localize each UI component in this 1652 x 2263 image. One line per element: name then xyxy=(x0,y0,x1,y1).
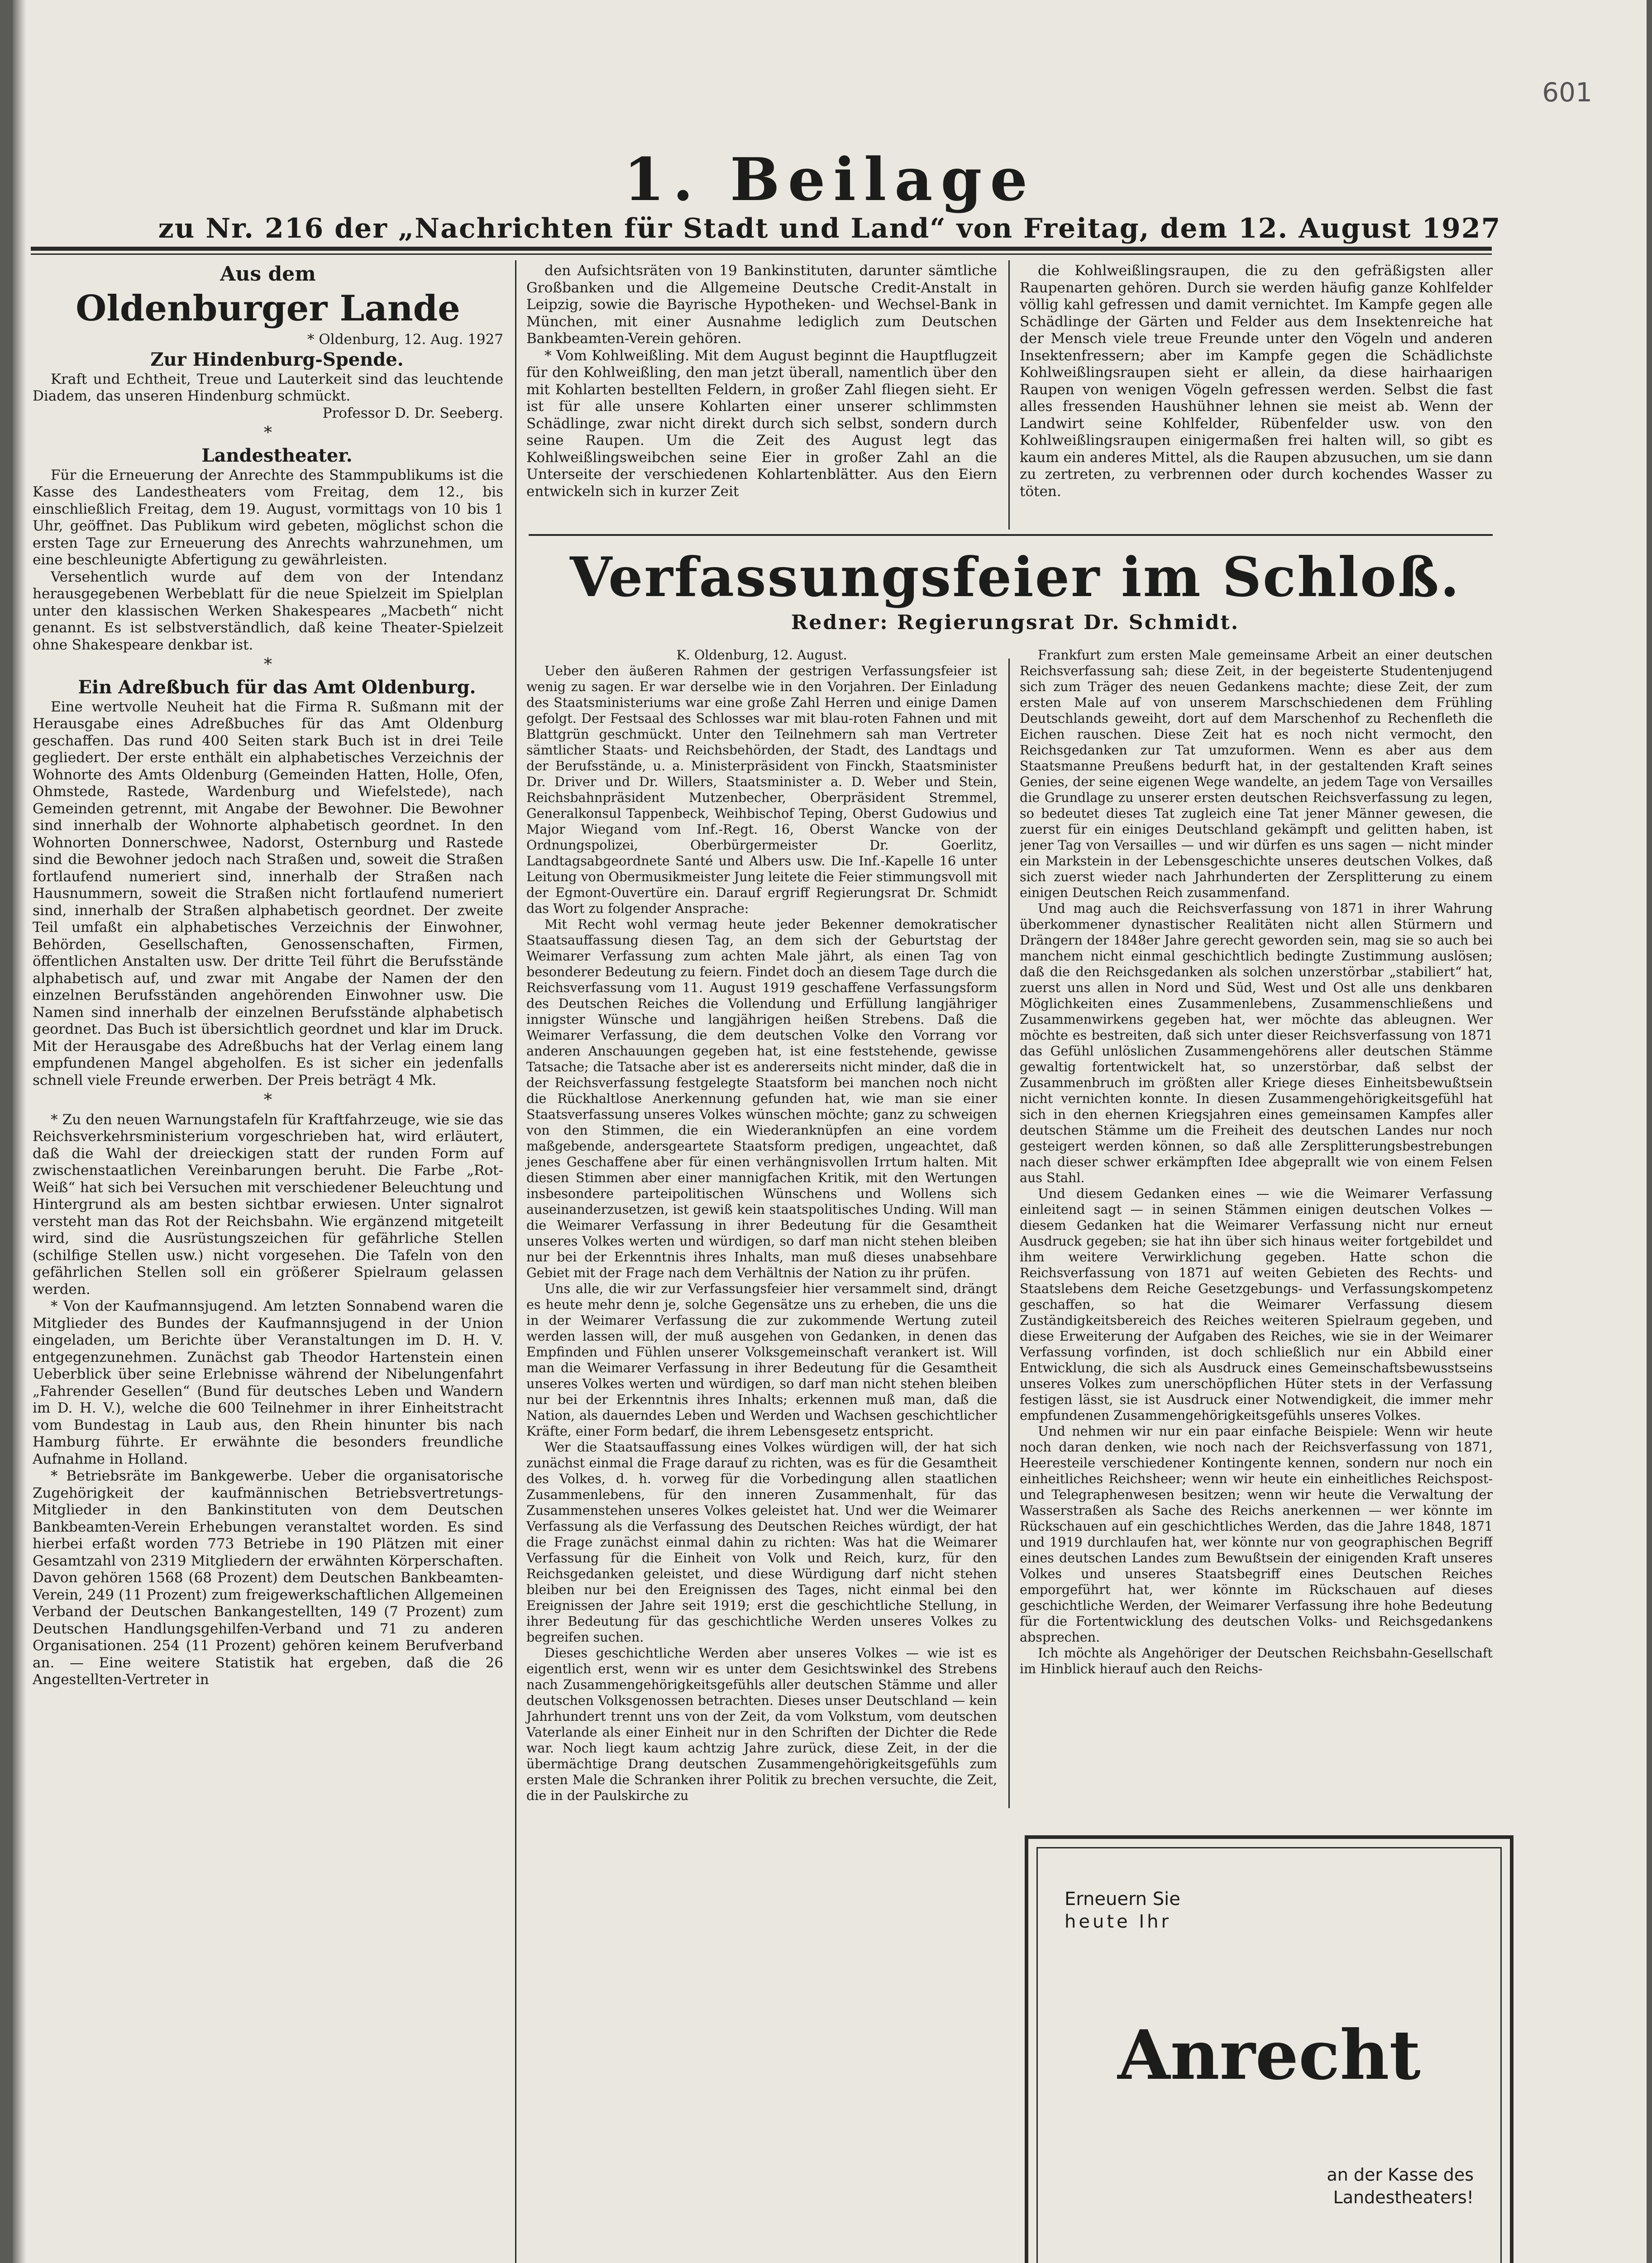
supplement-subtitle: zu Nr. 216 der „Nachrichten für Stadt und Land“ von Freitag, dem 12. August 1927 xyxy=(158,213,1501,244)
ad-line-1: Erneuern Sie xyxy=(1065,1889,1180,1910)
hindenburg-body: Kraft und Echtheit, Treue und Lauterkeit sind das leuchtende Diadem, das unseren Hindenburg schmückt. xyxy=(33,371,503,404)
landestheater-p1: Für die Erneuerung der Anrechte des Stammpublikums ist die Kasse des Landestheaters vom Freitag, dem 12., bis einschließlich Freitag, dem 19. August, vormittags von 10 bis 1 Uhr, geöffnet. Das Publikum wird gebeten, möglichst schon die ersten Tage zur Erneuerung des Anrechts wahrzunehmen, um eine beschleunigte Abfertigung zu gewährleisten. xyxy=(33,467,503,568)
article-column-3 xyxy=(1020,647,1493,1806)
article-dateline: K. Oldenburg, 12. August. xyxy=(676,648,847,663)
ad-line-3: an der Kasse des xyxy=(1327,2165,1474,2185)
kohlweissling-cont: die Kohlweißlingsraupen, die zu den gefräßigsten aller Raupenarten gehören. Durch sie werden häufig ganze Kohlfelder völlig kahl gefressen und damit vernichtet. Im Kampfe gegen alle Schädlinge der Gärten und Felder aus dem Insektenreiche hat der Mensch viele treue Freunde unter den Vögeln und anderen Insektenfressern; aber im Kampfe gegen die Schädlichste Kohlweißlingsraupen sieht er allein, da diese hairhaarigen Raupen von wenigen Vögeln gefressen werden. Selbst die fast alles fressenden Haushühner lehnen sie meist ab. Wenn der Landwirt seine Kohlfelder, Rübenfelder usw. von den Kohlweißlingsraupen einigermaßen frei halten will, so gibt es kaum ein anderes Mittel, als die Raupen abzusuchen, um sie dann zu zertreten, zu verbrennen oder durch kochendes Wasser zu töten. xyxy=(1020,263,1493,500)
ad-line-4: Landestheaters! xyxy=(1333,2187,1474,2207)
column-3-top xyxy=(1020,263,1493,500)
column-2-top xyxy=(526,263,997,500)
ad-line-2: heute Ihr xyxy=(1065,1911,1171,1932)
section-head-big: Oldenburger Lande xyxy=(76,288,460,329)
dateline: * Oldenburg, 12. Aug. 1927 xyxy=(307,331,503,348)
theater-advertisement xyxy=(1025,1835,1514,2263)
binding-edge xyxy=(13,0,26,2263)
column-1 xyxy=(33,263,503,1689)
kohlweissling-body: * Vom Kohlweißling. Mit dem August beginnt die Hauptflugzeit für den Kohlweißling, den man jetzt überall, namentlich über den mit Kohlarten bestellten Feldern, in großer Zahl fliegen sieht. Er ist für alle unsere Kohlarten einer unserer schlimmsten Schädlinge, zwar nicht direkt durch sich selbst, sondern durch seine Raupen. Um die Zeit des August legt das Kohlweißlingsweibchen seine Eier in großer Zahl an die Unterseite der verschiedenen Kohlartenblätter. Aus den Eiern entwickeln sich in kurzer Zeit xyxy=(526,347,997,500)
aufsichtsraete-cont: den Aufsichtsräten von 19 Bankinstituten, darunter sämtliche Großbanken und die Allgemeine Deutsche Credit-Anstalt in Leipzig, sowie die Bayrische Hypotheken- und Wechsel-Bank in München, mit einer Ausnahme lediglich zum Deutschen Bankbeamten-Verein gehören. xyxy=(526,263,997,347)
article-para: Mit Recht wohl vermag heute jeder Bekenner demokratischer Staatsauffassung diesen Tag, an dem sich der Geburtstag der Weimarer Verfassung zum achten Male jährt, als einen Tag von besonderer Bedeutung zu feiern. Findet doch an diesem Tage durch die Reichsverfassung vom 11. August 1919 geschaffene Verfassungsform des Deutschen Reiches die Vollendung und Erfüllung langjähriger innigster Wünsche und langjährigen heißen Strebens. Daß die Weimarer Verfassung, die dem deutschen Volke den Vorrang vor anderen Anschauungen gegeben hat, ist eine feststehende, gewisse Tatsache; die Tatsache aber ist es andererseits nicht minder, daß die in der Reichsverfassung festgelegte Staatsform bei manchen noch nicht die Rückhaltlose Anerkennung gefunden hat, wie man sie einer Staatsverfassung unseres Volkes wünschen möchte; ganz zu schweigen von den Stimmen, die ein Wiederanknüpfen an eine vordem maßgebende, andersgeartete Staatsform predigen, ungeachtet, daß jenes Geschaffene aber für einen verhängnisvollen Irrtum halten. Mit diesen Stimmen aber einer mannigfachen Kritik, mit den Wertungen insbesondere parteipolitischen Wünschens und Wollens sich auseinanderzusetzen, ist gewiß kein staatspolitisches Unding. Will man die Weimarer Verfassung in ihrer Bedeutung für die Gesamtheit unseres Volkes werten und würdigen, so darf man nicht stehen bleiben nur bei der Erkenntnis ihres Inhalts, man muß dieses unabsehbare Gebiet mit der Frage nach dem Verhältnis der Nation zu ihr prüfen. xyxy=(526,917,997,1280)
separator-star: * xyxy=(264,424,272,442)
kaufmannsjugend-body: * Von der Kaufmannsjugend. Am letzten Sonnabend waren die Mitglieder des Bundes der Kaufmannsjugend in der Union eingeladen, um Berichte über Veranstaltungen im D. H. V. entgegenzunehmen. Zunächst gab Theodor Hartenstein einen Ueberblick über seine Erlebnisse während der Nibelungenfahrt „Fahrender Gesellen“ (Bund für deutsches Leben und Wandern im D. H. V.), welche die 600 Teilnehmer in ihrer Einheitstracht vom Bundestag in Laub aus, den Rhein hinunter bis nach Hamburg führte. Er erwähnte die besonders freundliche Aufnahme in Holland. xyxy=(33,1298,503,1467)
page-number: 601 xyxy=(1542,77,1592,108)
masthead-rule xyxy=(31,247,1492,251)
separator-star: * xyxy=(264,1091,272,1109)
article-para: Und mag auch die Reichsverfassung von 1871 in ihrer Wahrung überkommener dynastischer Realitäten nicht allen Stürmern und Drängern der 1848er Jahre gerecht geworden sein, mag sie so auch bei manchem nicht einmal geschichtlich bedingte Zustimmung auslösen; daß die den Reichsgedanken als solchen unzerstörbar „stabiliert“ hat, zuerst uns allen in Nord und Süd, West und Ost alle uns denkbaren Möglichkeiten eines Zusammenlebens, Zusammenschließens und Zusammenwirkens gegeben hat, wer möchte das ableugnen. Wer möchte es bestreiten, daß sich unter dieser Reichsverfassung von 1871 das Gefühl unlöslichen Zusammengehörens aller deutschen Stämme gewaltig fortentwickelt hat, so unzerstörbar, daß selbst der Zusammenbruch im größten aller Kriege dieses Einheitsbewußtsein nicht vernichten konnte. In diesen Zusammengehörigkeitsgefühl hat sich in den ehernen Kriegsjahren eines gemeinsamen Kampfes aller deutschen Stämme um die Freiheit des deutschen Landes nur noch gesteigert werden können, so daß alle Zersplitterungsbestrebungen nach dieser schwer erkämpften Idee abgeprallt wie von einem Felsen aus Stahl. xyxy=(1020,901,1493,1185)
article-para: Ich möchte als Angehöriger der Deutschen Reichsbahn-Gesellschaft im Hinblick hierauf auch den Reichs- xyxy=(1020,1646,1493,1676)
adressbuch-body: Eine wertvolle Neuheit hat die Firma R. Sußmann mit der Herausgabe eines Adreßbuches für das Amt Oldenburg geschaffen. Das rund 400 Seiten stark Buch ist in drei Teile gegliedert. Der erste enthält ein alphabetisches Verzeichnis der Wohnorte des Amts Oldenburg (Gemeinden Hatten, Holle, Ofen, Ohmstede, Rastede, Wardenburg und Wiefelstede), nach Gemeinden getrennt, mit Angabe der Bewohner. Die Bewohner sind innerhalb der Wohnorte alphabetisch geordnet. In den Wohnorten Donnerschwee, Nadorst, Osternburg und Rastede sind die Bewohner jedoch nach Straßen und, soweit die Straßen fortlaufend numeriert sind, innerhalb der Straßen nach Hausnummern, soweit die Straßen nicht fortlaufend numeriert sind, innerhalb der Straßen alphabetisch geordnet. Der zweite Teil umfaßt ein alphabetisches Verzeichnis der Einwohner, Behörden, Gesellschaften, Genossenschaften, Firmen, öffentlichen Anstalten usw. Der dritte Teil führt die Berufsstände alphabetisch auf, und zwar mit Angabe der Namen der den einzelnen Berufsständen angehörenden Einwohner usw. Die Namen sind innerhalb der einzelnen Berufsstände alphabetisch geordnet. Das Buch ist übersichtlich geordnet und klar im Druck. Mit der Herausgabe des Adreßbuchs hat der Verlag einem lang empfundenen Mangel abgeholfen. Es ist sicher ein jedenfalls schnell viele Freunde erwerben. Der Preis beträgt 4 Mk. xyxy=(33,698,503,1089)
landestheater-title: Landestheater. xyxy=(201,444,353,466)
article-para: Frankfurt zum ersten Male gemeinsame Arbeit an einer deutschen Reichsverfassung sah; diese Zeit, in der begeisterte Studentenjugend sich zum Träger des neuen Gedankens machte; diese Zeit, der zum ersten Male auf von unserem Marschschiedenen dem Frühling Deutschlands geweiht, dort auf dem Marschenhof zu Rechenfleth die Eichen rauschen. Diese Zeit hat es noch nicht vermocht, den Reichsgedanken zur Tat umzuformen. Wenn es aber aus dem Staatsmanne Preußens bedurft hat, in der gestaltenden Kraft seines Genies, der seine eigenen Wege wandelte, an jedem Tage von Versailles die Grundlage zu unserer ersten deutschen Reichsverfassung zu legen, so bedeutet dieses Tat zugleich eine Tat jener Männer gewesen, die zuerst für ein einiges Deutschland gekämpft und gelitten haben, ist jener Tag von Versailles — und wir dürfen es uns sagen — nicht minder ein Markstein in der Lebensgeschichte unseres deutschen Volkes, daß sich zuerst wieder nach Jahrhunderten der Zersplitterung zu einem einigen Deutschen Reich zusammenfand. xyxy=(1020,648,1493,900)
separator-star: * xyxy=(264,655,272,674)
article-para: Und diesem Gedanken eines — wie die Weimarer Verfassung einleitend sagt — in seinen Stämmen einigen deutschen Volkes — diesem Gedanken hat die Weimarer Verfassung nicht nur erneut Ausdruck gegeben; sie hat ihn über sich hinaus weiter fortgebildet und ihm weitere Verwirklichung gegeben. Hatte schon die Reichsverfassung von 1871 auf weiten Gebieten des Rechts- und Staatslebens dem Reiche Gesetzgebungs- und Verfassungskompetenz geschaffen, so hat die Weimarer Verfassung diesem Zuständigkeitsbereich des Reiches weiteren Spielraum gegeben, und diese Erweiterung der Aufgaben des Reiches, wie sie in der Weimarer Verfassung vorfinden, ist doch schließlich nur ein Abbild einer Entwicklung, die sich als Ausdruck eines Gemeinschaftsbewusstseins unseres Volkes zum unerschöpflichen Hüter stets in der Verfassung festigen lässt, sie ist Ausdruck einer Notwendigkeit, die immer mehr empfundenen Zusammengehörigkeitsgefühls unseres Volkes. xyxy=(1020,1186,1493,1423)
article-top-rule xyxy=(529,534,1493,536)
section-head-small: Aus dem xyxy=(220,263,316,286)
newspaper-page xyxy=(13,0,1647,2263)
masthead-rule-thin xyxy=(31,253,1492,255)
column-divider-2 xyxy=(1008,659,1010,1808)
adressbuch-title: Ein Adreßbuch für das Amt Oldenburg. xyxy=(78,676,476,698)
article-para: Und nehmen wir nur ein paar einfache Beispiele: Wenn wir heute noch daran denken, wie noch nach der Reichsverfassung von 1871, Heeresteile verschiedener Kontingente kennen, sondern nur noch ein einheitliches Reichsheer; wenn wir heute ein einheitliches Reichspost- und Telegraphenwesen besitzen; wenn wir heute die Verwaltung der Wasserstraßen als Sache des Reichs anerkennen — wer könnte im Rückschauen auf ein geschichtliches Werden, das die Jahre 1848, 1871 und 1919 durchlaufen hat, wer könnte nur von geographischen Begriff eines deutschen Landes zum Bewußtsein der einigenden Kraft unseres Volkes und unseres Staatsbegriff eines Deutschen Reiches emporgeführt hat, wer könnte im Rückschauen auf dieses geschichtliche Werden, der Weimarer Verfassung ihre hohe Bedeutung für die Fortentwicklung des deutschen Volks- und Reichsgedankens absprechen. xyxy=(1020,1424,1493,1645)
article-title: Verfassungsfeier im Schloß. xyxy=(570,545,1461,609)
landestheater-p2: Versehentlich wurde auf dem von der Intendanz herausgegebenen Werbeblatt für die neue Spielzeit im Spielplan unter den klassischen Werken Shakespeares „Macbeth“ nicht genannt. Es ist selbstverständlich, daß keine Theater-Spielzeit ohne Shakespeare denkbar ist. xyxy=(33,568,503,653)
betriebsraete-body: * Betriebsräte im Bankgewerbe. Ueber die organisatorische Zugehörigkeit der kaufmännischen Betriebsvertretungs-Mitglieder in den Bankinstituten von dem Deutschen Bankbeamten-Verein Erhebungen veranstaltet worden. Es sind hierbei erfaßt worden 773 Betriebe in 190 Plätzen mit einer Gesamtzahl von 2319 Mitgliedern der erwähnten Körperschaften. Davon gehören 1568 (68 Prozent) dem Deutschen Bankbeamten-Verein, 249 (11 Prozent) zum freigewerkschaftlichen Allgemeinen Verband der Deutschen Bankangestellten, 149 (7 Prozent) zum Deutschen Handlungsgehilfen-Verband und 71 zu anderen Organisationen. 254 (11 Prozent) gehören keinem Berufverband an. — Eine weitere Statistik hat ergeben, daß die 26 Angestellten-Vertreter in xyxy=(33,1468,503,1688)
article-para: Dieses geschichtliche Werden aber unseres Volkes — wie ist es eigentlich erst, wenn wir es unter dem Gesichtswinkel des Strebens nach Zusammengehörigkeitsgefühls aller deutschen Stämme und aller deutschen Volksgenossen betrachten. Dieses unser Deutschland — kein Jahrhundert trennt uns von der Zeit, da vom Volkstum, vom deutschen Vaterlande als einer Einheit nur in den Schriften der Dichter die Rede war. Noch liegt kaum achtzig Jahre zurück, diese Zeit, in der die übermächtige Drang deutschen Zusammengehörigkeitsgefühls zum ersten Male die Schranken ihrer Politik zu brechen versuchte, die Zeit, die in der Paulskirche zu xyxy=(526,1646,997,1803)
supplement-title: 1. Beilage xyxy=(623,145,1036,214)
hindenburg-signature: Professor D. Dr. Seeberg. xyxy=(322,405,503,421)
article-para: Wer die Staatsauffassung eines Volkes würdigen will, der hat sich zunächst einmal die Frage darauf zu richten, was es für die Gesamtheit des Volkes, d. h. vorweg für die Vorbedingung allen staatlichen Zusammenlebens, für den inneren Zusammenhalt, für das Zusammenstehen unseres Volkes geleistet hat. Und wer die Weimarer Verfassung als die Verfassung des Deutschen Reiches würdigt, der hat die Frage zunächst einmal dahin zu richten: Was hat die Weimarer Verfassung für die Einheit von Volk und Reich, kurz, für den Reichsgedanken geleistet, und diese Würdigung darf nicht stehen bleiben nur bei den Ereignissen des Tages, nicht einmal bei den Ereignissen der Jahre seit 1919; erst die geschichtliche Stellung, in ihrer Bedeutung für das geschichtliche Werden unseres Volkes zu begreifen suchen. xyxy=(526,1440,997,1645)
column-divider-2-top xyxy=(1008,260,1010,530)
ad-headline: Anrecht xyxy=(1117,2015,1421,2095)
hindenburg-title: Zur Hindenburg-Spende. xyxy=(150,349,404,370)
article-para: Uns alle, die wir zur Verfassungsfeier hier versammelt sind, drängt es heute mehr denn je, solche Gegensätze uns zu erheben, die uns die in der Weimarer Verfassung die zur zukommende Wertung zuteil werden lassen will, der muß ausgehen von Gedanken, in denen das Empfinden und Fühlen unserer Volksgemeinschaft verankert ist. Will man die Weimarer Verfassung in ihrer Bedeutung für die Gesamtheit unseres Volkes werten und würdigen, so darf man nicht stehen bleiben nur bei der Erkenntnis ihres Inhalts; erkennen muß man, daß die Nation, als dauerndes Leben und Werden und Wachsen geschichtlicher Kräfte, einer Form bedarf, die ihrem Lebensgesetz entspricht. xyxy=(526,1281,997,1439)
article-para: Ueber den äußeren Rahmen der gestrigen Verfassungsfeier ist wenig zu sagen. Er war derselbe wie in den Vorjahren. Der Einladung des Staatsministeriums war eine große Zahl Herren und einige Damen gefolgt. Der Festsaal des Schlosses war mit blau-roten Fahnen und mit Blattgrün geschmückt. Unter den Teilnehmern sah man Vertreter sämtlicher Staats- und Reichsbehörden, der Stadt, des Landtags und der Berufsstände, u. a. Ministerpräsident von Finckh, Staatsminister Dr. Driver und Dr. Willers, Staatsminister a. D. Weber und Stein, Reichsbahnpräsident Mutzenbecher, Oberpräsident Stremmel, Generalkonsul Tappenbeck, Weihbischof Teping, Oberst Gudowius und Major Wiegand vom Inf.-Regt. 16, Oberst Wancke von der Ordnungspolizei, Oberbürgermeister Dr. Goerlitz, Landtagsabgeordnete Santé und Albers usw. Die Inf.-Kapelle 16 unter Leitung von Obermusikmeister Jung leitete die Feier stimmungsvoll mit der Egmont-Ouvertüre ein. Darauf ergriff Regierungsrat Dr. Schmidt das Wort zu folgender Ansprache: xyxy=(526,664,997,916)
article-subtitle: Redner: Regierungsrat Dr. Schmidt. xyxy=(791,611,1240,634)
column-divider-1 xyxy=(515,260,516,2263)
warnungstafeln-body: * Zu den neuen Warnungstafeln für Kraftfahrzeuge, wie sie das Reichsverkehrsministerium vorgeschrieben hat, wird erläutert, daß die Wahl der dreieckigen statt der runden Form auf zwischenstaatlichen Vereinbarungen beruht. Die Farbe „Rot-Weiß“ hat sich bei Versuchen mit verschiedener Beleuchtung und Hintergrund als am besten sichtbar erwiesen. Unter signalrot versteht man das Rot der Reichsbahn. Wie ergänzend mitgeteilt wird, sind die Ausrüstungszeichen für gefährliche Stellen (schilfige Stellen usw.) nicht vorgesehen. Die Tafeln von den gefährlichen Stellen soll ein größerer Spielraum gelassen werden. xyxy=(33,1111,503,1298)
article-column-2 xyxy=(526,647,997,1804)
